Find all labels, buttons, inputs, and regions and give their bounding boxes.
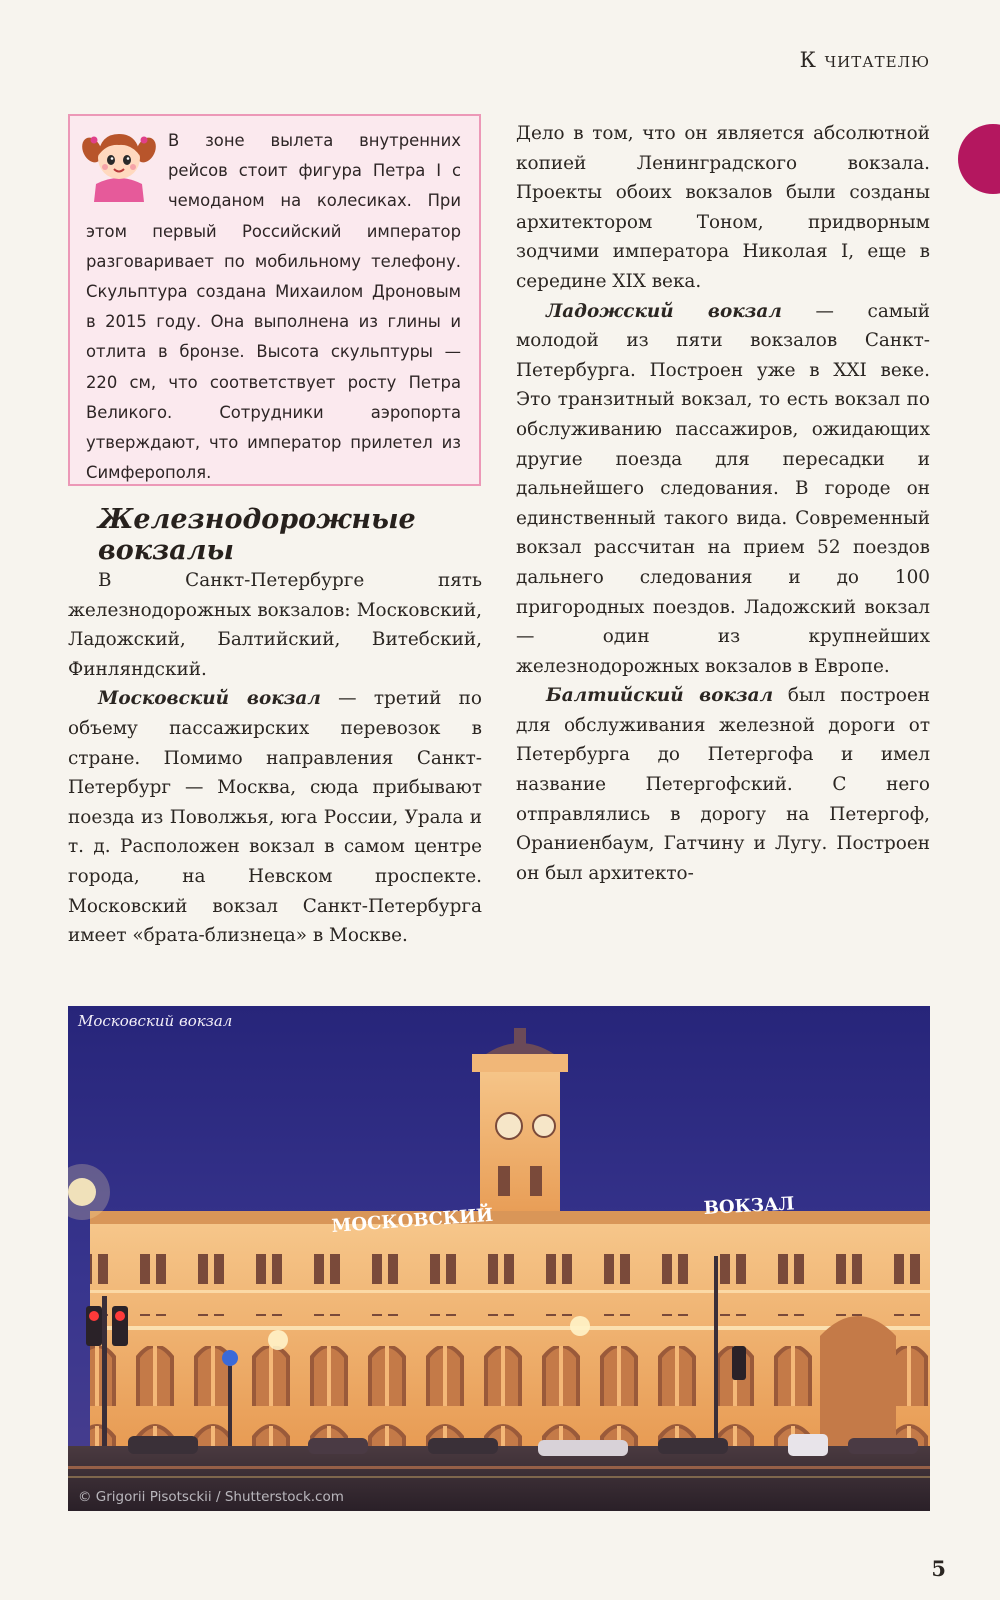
baltiysky-paragraph — [516, 681, 930, 888]
moskovsky-paragraph — [68, 684, 482, 950]
girl-mascot-icon — [78, 120, 160, 202]
ladozhsky-term: Ладожский вокзал — [546, 300, 782, 322]
baltiysky-text: был построен для обслуживания железной дороги от Петербурга до Петергофа и имел название Петергофский. С него отправлялись в дорогу на Петергоф, Ораниенбаум, Гатчину и Лугу. Построен он был архитекто- — [516, 685, 930, 884]
sign-right: ВОКЗАЛ — [703, 1193, 795, 1219]
info-box-text: В зоне вылета внутренних рейсов стоит фигура Петра I с чемоданом на колесиках. При этом первый Российский император разговаривает по мобильному телефону. Скульптура создана Михаилом Дроновым в 2015 году. Она выполнена из глины и отлита в бронзе. Высота скульптуры — 220 см, что соответствует росту Петра Великого. Сотрудники аэропорта утверждают, что император прилетел из Симферополя. — [86, 131, 461, 483]
moskovsky-text: — третий по объему пассажирских перевозок в стране. Помимо направления Санкт-Петербург — Москва, сюда прибывают поезда из Поволжья, юга России, Урала и т. д. Расположен вокзал в самом центре города, на Невском проспекте. Московский вокзал Санкт-Петербурга имеет «брата-близнеца» в Москве. — [68, 688, 482, 947]
intro-paragraph: В Санкт-Петербурге пять железнодорожных вокзалов: Московский, Ладожский, Балтийский, Витебский, Финляндский. — [68, 570, 482, 680]
continuation-paragraph: Дело в том, что он является абсолютной копией Ленинградского вокзала. Проекты обоих вокзалов были созданы архитектором Тоном, придворным зодчими императора Николая I, еще в середине XIX века. — [516, 123, 930, 292]
right-column — [516, 119, 930, 888]
station-photo — [68, 1006, 930, 1511]
left-column — [68, 504, 482, 951]
info-box — [68, 114, 481, 486]
moskovsky-term: Московский вокзал — [98, 688, 321, 710]
baltiysky-term: Балтийский вокзал — [546, 685, 774, 707]
ladozhsky-text: — самый молодой из пяти вокзалов Санкт-Петербурга. Построен уже в XXI веке. Это транзитный вокзал, то есть вокзал по обслуживанию пассажиров, ожидающих другие поезда для пересадки и дальнейшего следования. В городе он единственный такого вида. Современный вокзал рассчитан на прием 52 поездов дальнего следования и до 100 пригородных поездов. Ладожский вокзал — один из крупнейших железнодорожных вокзалов в Европе. — [516, 300, 931, 677]
page-number: 5 — [931, 1556, 946, 1581]
running-head: К читателю — [799, 48, 930, 72]
section-title: Железнодорожные вокзалы — [98, 504, 416, 566]
ladozhsky-paragraph — [516, 297, 930, 682]
photo-caption: Московский вокзал — [78, 1012, 233, 1030]
photo-credit: © Grigorii Pisotsckii / Shutterstock.com — [78, 1489, 344, 1505]
sign-left: МОСКОВСКИЙ — [330, 1204, 494, 1237]
station-photo-illustration — [68, 1006, 930, 1511]
chapter-thumb-tab — [958, 124, 1000, 194]
